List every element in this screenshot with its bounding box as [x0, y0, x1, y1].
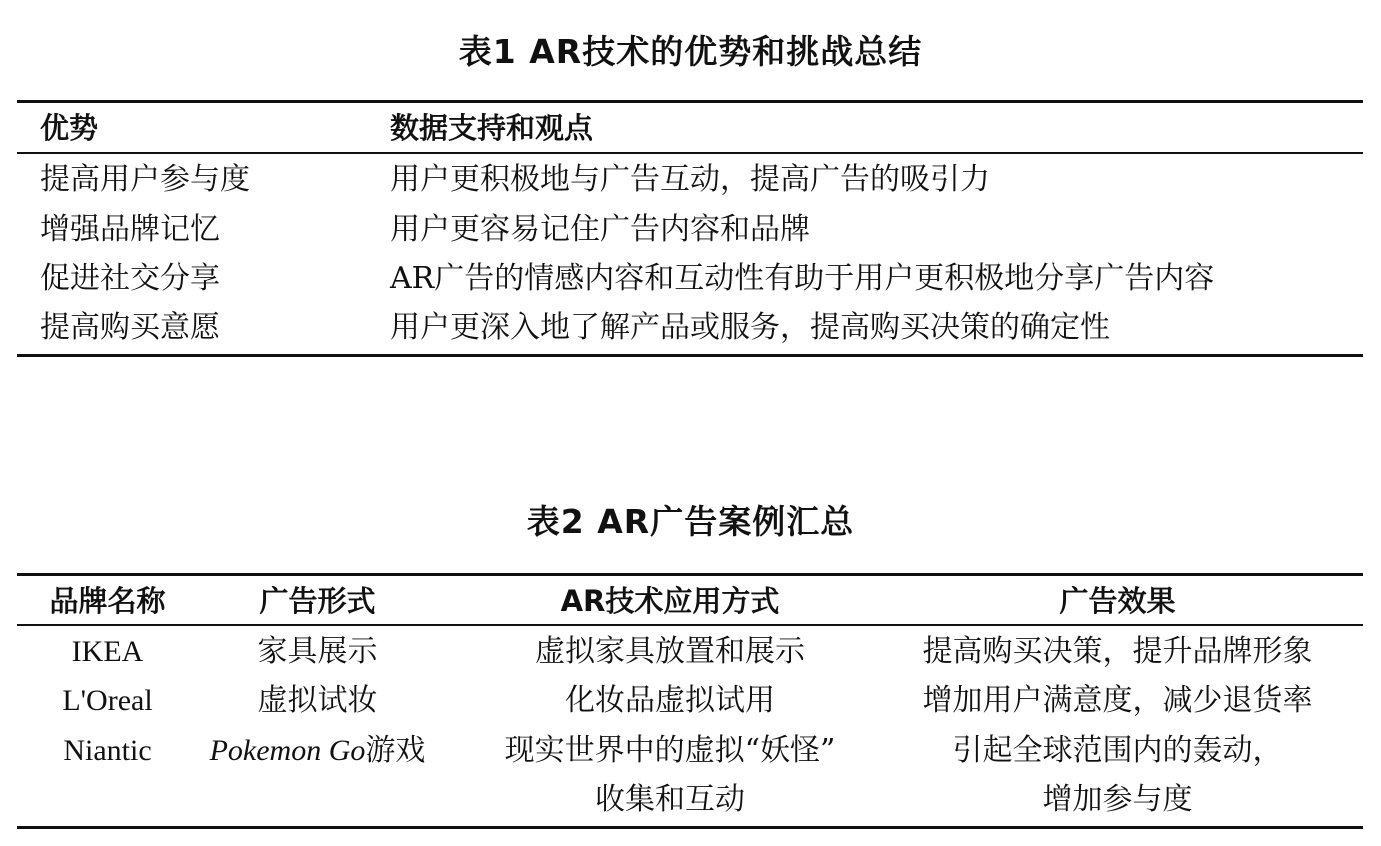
table1-cell-advantage: 促进社交分享	[40, 261, 220, 296]
table2-cell-form: 家具展示	[257, 634, 378, 669]
table2-header-tech: AR技术应用方式	[560, 584, 780, 618]
table1-cell-support: 用户更深入地了解产品或服务，提高购买决策的确定性	[390, 310, 1110, 345]
table1-cell-advantage: 增强品牌记忆	[40, 212, 220, 247]
table2-header-row	[0, 576, 1381, 626]
table2-cell-effect: 增加参与度	[1042, 782, 1193, 817]
table2-header-form: 广告形式	[259, 584, 376, 618]
table1-cell-advantage: 提高购买意愿	[40, 310, 220, 345]
table1-cell-support: 用户更容易记住广告内容和品牌	[390, 212, 810, 247]
table2-cell-effect: 提高购买决策，提升品牌形象	[922, 634, 1313, 669]
table-row	[0, 205, 1381, 255]
table1-title: 表1 AR技术的优势和挑战总结	[458, 32, 923, 71]
table2-cell-tech: 化妆品虚拟试用	[565, 683, 775, 718]
table2-header-effect: 广告效果	[1059, 584, 1176, 618]
table2-cell-tech: 收集和互动	[595, 782, 745, 817]
table-row	[0, 676, 1381, 726]
table-row	[0, 627, 1381, 677]
table-row	[0, 726, 1381, 776]
table-row	[0, 155, 1381, 205]
table2-header-rule	[17, 624, 1363, 626]
table1-cell-support: 用户更积极地与广告互动，提高广告的吸引力	[390, 162, 990, 197]
table1-bottom-rule	[17, 354, 1363, 357]
table2-header-brand: 品牌名称	[49, 584, 166, 618]
table1-header-support: 数据支持和观点	[390, 111, 594, 145]
table2-cell-brand: IKEA	[71, 635, 144, 668]
table2-cell-tech: 虚拟家具放置和展示	[535, 634, 805, 669]
table2-cell-brand: L'Oreal	[62, 684, 153, 717]
table2-bottom-rule	[17, 826, 1363, 829]
table2-title: 表2 AR广告案例汇总	[526, 502, 855, 541]
table1-cell-advantage: 提高用户参与度	[40, 162, 250, 197]
table1-cell-support: AR广告的情感内容和互动性有助于用户更积极地分享广告内容	[390, 261, 1215, 296]
table2-cell-form	[195, 726, 440, 776]
table2-cell-form-italic: Pokemon Go	[209, 734, 366, 767]
table-row	[0, 775, 1381, 825]
table1-header-row	[0, 103, 1381, 153]
table2-cell-tech: 现实世界中的虚拟“妖怪”	[504, 733, 836, 768]
table1-header-advantage: 优势	[40, 111, 99, 145]
table-row	[0, 254, 1381, 304]
table2-cell-form-suffix: 游戏	[365, 733, 426, 768]
table2-cell-form: 虚拟试妆	[257, 683, 378, 718]
table1-header-rule	[17, 152, 1363, 154]
table2-cell-effect: 增加用户满意度，减少退货率	[922, 683, 1313, 718]
table-row	[0, 303, 1381, 353]
table2-cell-brand: Niantic	[63, 734, 152, 767]
table2-cell-effect: 引起全球范围内的轰动，	[952, 733, 1283, 768]
